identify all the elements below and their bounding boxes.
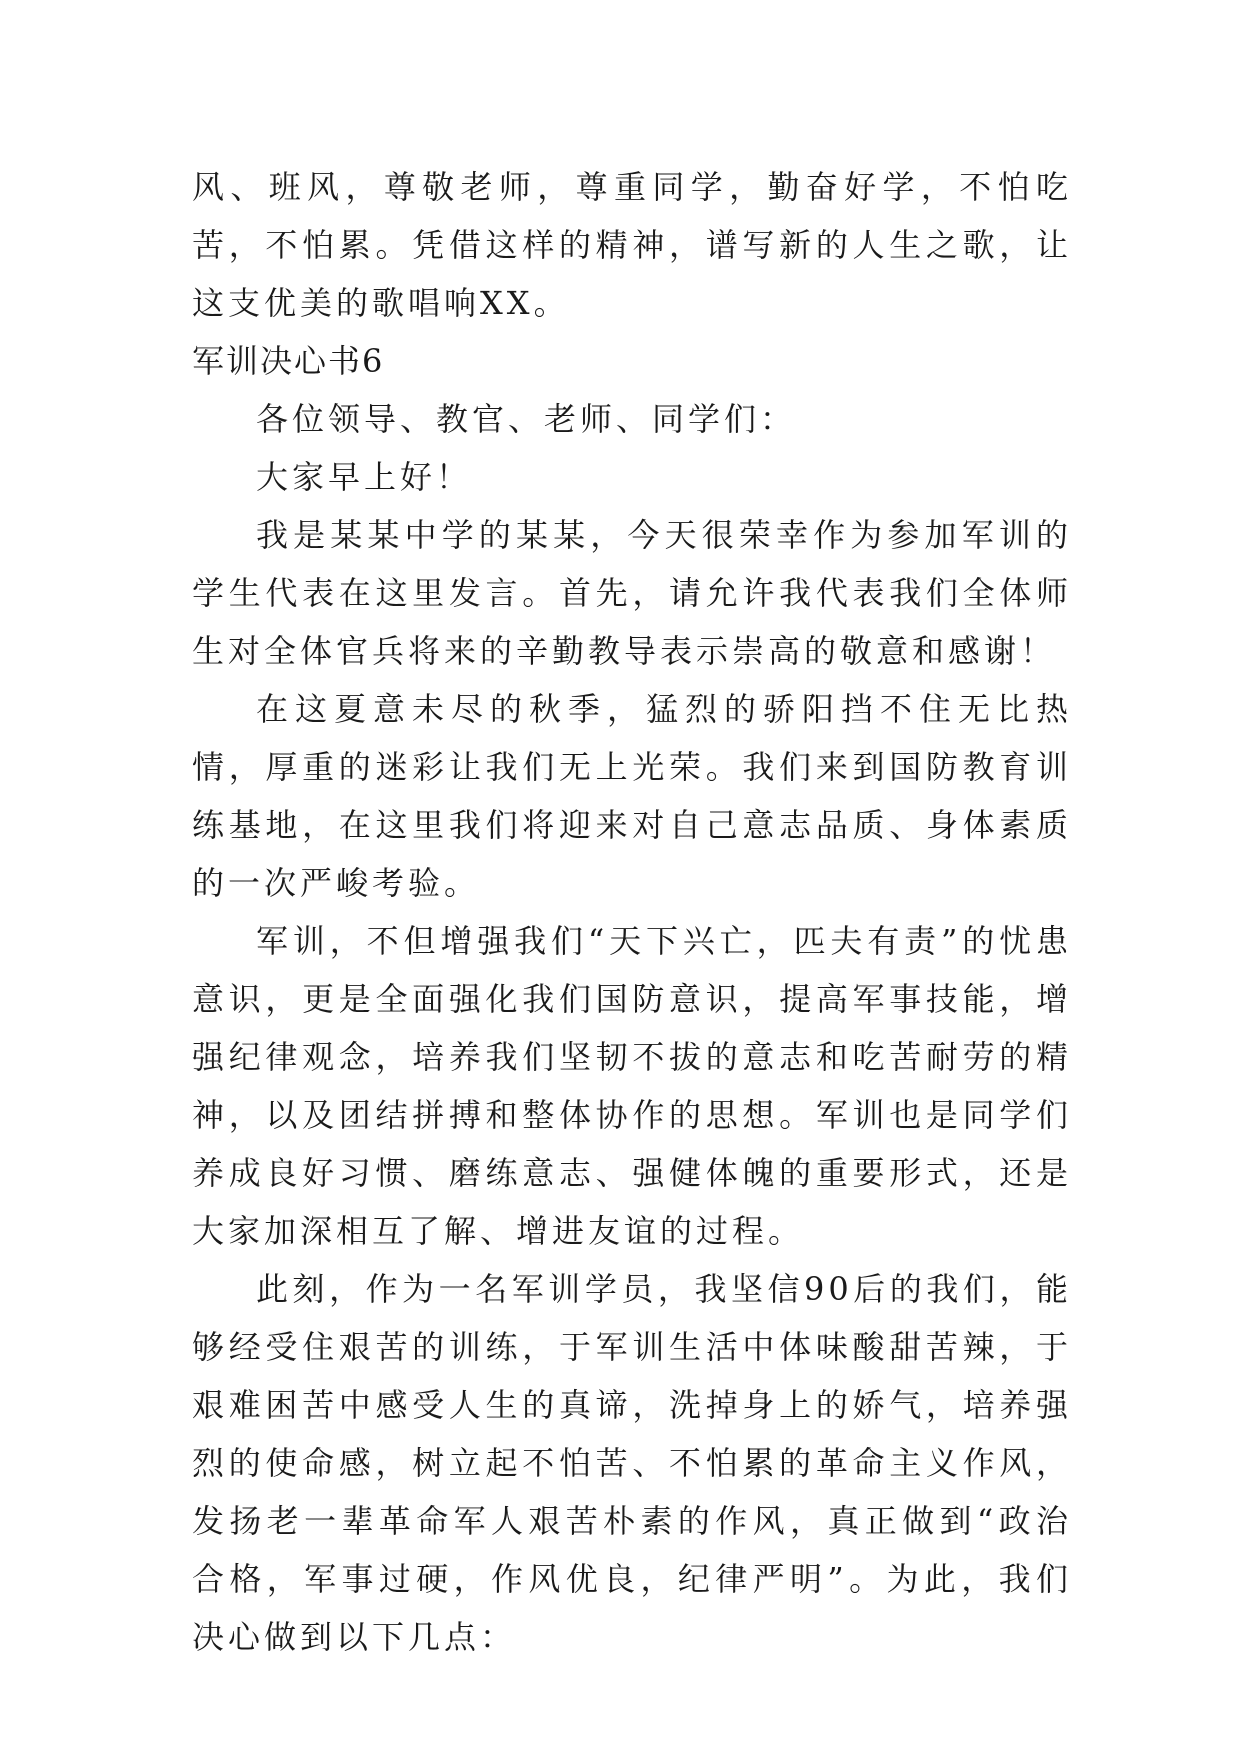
continuation-paragraph: 风、班风，尊敬老师，尊重同学，勤奋好学，不怕吃苦，不怕累。凭借这样的精神，谱写新的人生之歌，让这支优美的歌唱响XX。 [192, 168, 1072, 322]
body-paragraph-3: 军训，不但增强我们“天下兴亡，匹夫有责”的忧患意识，更是全面强化我们国防意识，提高军事技能，增强纪律观念，培养我们坚韧不拔的意志和吃苦耐劳的精神，以及团结拼搏和整体协作的思想。军训也是同学们养成良好习惯、磨练意志、强健体魄的重要形式，还是大家加深相互了解、增进友谊的过程。 [192, 922, 1072, 1250]
body-paragraph-1: 我是某某中学的某某，今天很荣幸作为参加军训的学生代表在这里发言。首先，请允许我代表我们全体师生对全体官兵将来的辛勤教导表示崇高的敬意和感谢！ [192, 516, 1072, 670]
body-paragraph-2: 在这夏意未尽的秋季，猛烈的骄阳挡不住无比热情，厚重的迷彩让我们无上光荣。我们来到国防教育训练基地，在这里我们将迎来对自己意志品质、身体素质的一次严峻考验。 [192, 690, 1072, 902]
document-body [192, 158, 1072, 1666]
body-paragraph-4: 此刻，作为一名军训学员，我坚信90后的我们，能够经受住艰苦的训练，于军训生活中体味酸甜苦辣，于艰难困苦中感受人生的真谛，洗掉身上的娇气，培养强烈的使命感，树立起不怕苦、不怕累的革命主义作风，发扬老一辈革命军人艰苦朴素的作风，真正做到“政治合格，军事过硬，作风优良，纪律严明”。为此，我们决心做到以下几点： [192, 1270, 1072, 1656]
section-title: 军训决心书6 [192, 342, 385, 380]
greeting: 大家早上好！ [256, 458, 473, 496]
salutation: 各位领导、教官、老师、同学们： [256, 400, 797, 438]
